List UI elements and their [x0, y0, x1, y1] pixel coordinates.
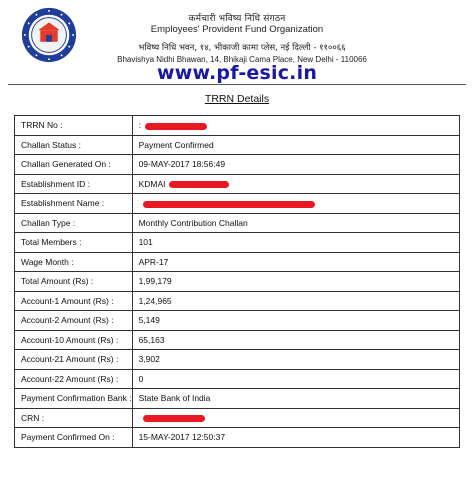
detail-value: 1,24,965 — [138, 295, 172, 306]
detail-value: : — [138, 120, 141, 131]
detail-label: Account-22 Amount (Rs) : — [15, 369, 133, 389]
detail-value-cell — [132, 233, 459, 253]
detail-value: 101 — [138, 237, 153, 248]
detail-row — [15, 389, 460, 409]
detail-value: Monthly Contribution Challan — [138, 217, 248, 228]
detail-value-cell — [132, 194, 459, 214]
detail-row — [15, 174, 460, 194]
detail-row — [15, 408, 460, 428]
detail-label: Total Members : — [15, 233, 133, 253]
detail-label: Establishment Name : — [15, 194, 133, 214]
detail-value-cell — [132, 174, 459, 194]
detail-label: TRRN No : — [15, 116, 133, 136]
detail-label: Account-2 Amount (Rs) : — [15, 311, 133, 331]
detail-row — [15, 252, 460, 272]
detail-value: 15-MAY-2017 12:50:37 — [138, 432, 226, 443]
detail-label: Total Amount (Rs) : — [15, 272, 133, 292]
page-title: TRRN Details — [204, 93, 270, 105]
detail-row — [15, 213, 460, 233]
trrn-details-table — [14, 115, 460, 448]
redaction-mark — [143, 415, 205, 422]
detail-row — [15, 330, 460, 350]
detail-value-cell — [132, 311, 459, 331]
detail-value-cell — [132, 116, 459, 136]
redaction-mark — [143, 201, 315, 208]
detail-row — [15, 116, 460, 136]
detail-value-cell — [132, 389, 459, 409]
detail-value: 65,163 — [138, 334, 165, 345]
org-name-hindi: कर्मचारी भविष्य निधि संगठन — [188, 14, 286, 24]
website-watermark: www.pf-esic.in — [156, 62, 318, 84]
detail-value-cell — [132, 350, 459, 370]
detail-value: 09-MAY-2017 18:56:49 — [138, 159, 226, 170]
org-address-english: Bhavishya Nidhi Bhawan, 14, Bhikaji Cama Place, New Delhi - 110066 — [117, 55, 367, 64]
detail-row — [15, 311, 460, 331]
detail-value: 0 — [138, 373, 144, 384]
detail-label: Challan Generated On : — [15, 155, 133, 175]
detail-value-cell — [132, 408, 459, 428]
detail-value-cell — [132, 369, 459, 389]
detail-label: Account-21 Amount (Rs) : — [15, 350, 133, 370]
detail-row — [15, 350, 460, 370]
detail-value: KDMAI — [138, 178, 166, 189]
detail-label: Challan Status : — [15, 135, 133, 155]
detail-row — [15, 428, 460, 448]
detail-value: State Bank of India — [138, 393, 211, 404]
detail-label: Payment Confirmation Bank : — [15, 389, 133, 409]
redaction-mark — [145, 123, 207, 130]
detail-label: Account-1 Amount (Rs) : — [15, 291, 133, 311]
detail-label: Payment Confirmed On : — [15, 428, 133, 448]
detail-value-cell — [132, 155, 459, 175]
org-name-english: Employees' Provident Fund Organization — [150, 24, 324, 35]
detail-value-cell — [132, 213, 459, 233]
header-divider — [8, 84, 466, 85]
detail-row — [15, 369, 460, 389]
detail-value-cell — [132, 291, 459, 311]
detail-label: Account-10 Amount (Rs) : — [15, 330, 133, 350]
detail-row — [15, 155, 460, 175]
detail-value: Payment Confirmed — [138, 139, 214, 150]
org-address-hindi: भविष्य निधि भवन, १४, भीकाजी कामा प्लेस, नई दिल्ली - ११००६६ — [138, 43, 346, 53]
detail-value: 1,99,179 — [138, 276, 172, 287]
detail-label: Wage Month : — [15, 252, 133, 272]
detail-value: 5,149 — [138, 315, 160, 326]
detail-value: 3,902 — [138, 354, 160, 365]
redaction-mark — [169, 181, 229, 188]
detail-value-cell — [132, 330, 459, 350]
detail-value-cell — [132, 272, 459, 292]
detail-value-cell — [132, 135, 459, 155]
detail-row — [15, 233, 460, 253]
detail-label: Challan Type : — [15, 213, 133, 233]
detail-row — [15, 291, 460, 311]
detail-value: APR-17 — [138, 256, 169, 267]
detail-label: CRN : — [15, 408, 133, 428]
detail-value-cell — [132, 252, 459, 272]
detail-label: Establishment ID : — [15, 174, 133, 194]
detail-row — [15, 194, 460, 214]
detail-value-cell — [132, 428, 459, 448]
detail-row — [15, 272, 460, 292]
detail-row — [15, 135, 460, 155]
